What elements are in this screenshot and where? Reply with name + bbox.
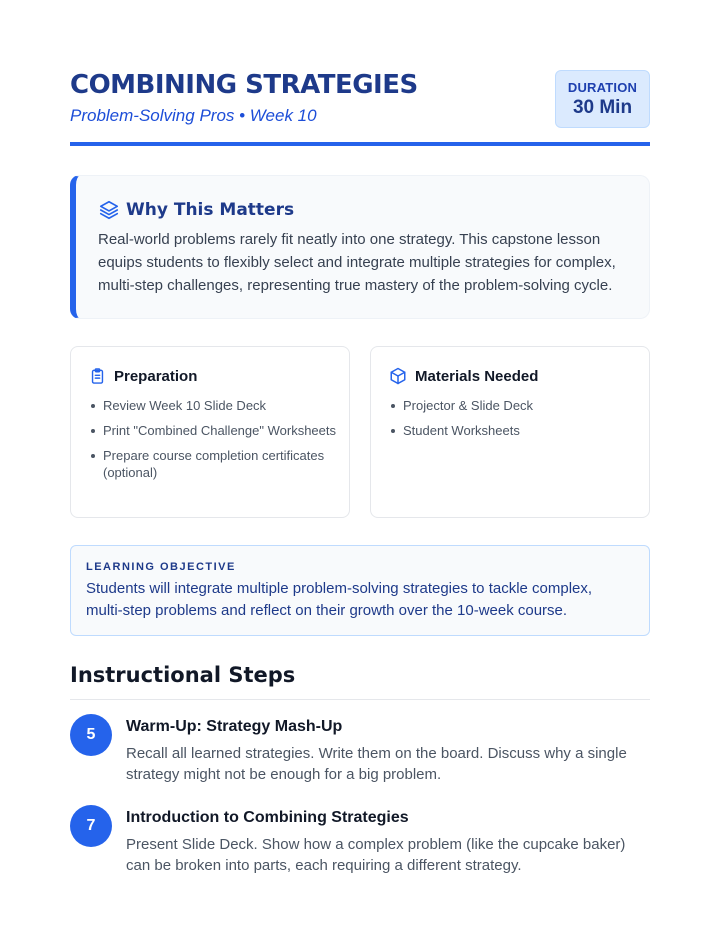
duration-value: 30 Min <box>572 97 633 118</box>
header-divider <box>70 142 650 146</box>
why-text: Real-world problems rarely fit neatly into one strategy. This capstone lesson equips students to flexibly select and integrate multiple strategies for complex, multi-step challenges, representing true mastery of the problem-solving cycle. <box>98 231 616 294</box>
list-item: Print "Combined Challenge" Worksheets <box>103 423 336 438</box>
lesson-header <box>70 68 650 148</box>
step-description: Recall all learned strategies. Write them on the board. Discuss why a single strategy might not be enough for a big problem. <box>126 745 627 783</box>
materials-title: Materials Needed <box>415 367 539 385</box>
list-item: Prepare course completion certificates (optional) <box>103 447 338 481</box>
why-header <box>98 198 294 222</box>
why-title: Why This Matters <box>126 200 295 220</box>
layers-icon <box>98 199 120 221</box>
box-icon <box>389 367 407 385</box>
preparation-card <box>70 346 350 518</box>
objective-label: LEARNING OBJECTIVE <box>86 561 236 573</box>
materials-card <box>370 346 650 518</box>
clipboard-icon <box>89 367 106 385</box>
preparation-list <box>103 397 338 489</box>
preparation-header <box>89 366 197 386</box>
duration-label: DURATION <box>567 80 638 95</box>
steps-divider <box>70 699 650 700</box>
materials-list <box>403 397 638 447</box>
preparation-title: Preparation <box>114 367 198 385</box>
duration-badge <box>555 70 650 128</box>
why-this-matters-card <box>70 175 650 319</box>
list-item: Review Week 10 Slide Deck <box>103 397 338 414</box>
steps-heading: Instructional Steps <box>70 663 296 687</box>
page-title: COMBINING STRATEGIES <box>70 70 418 100</box>
materials-header <box>389 366 538 386</box>
step-number-badge: 5 <box>70 714 112 756</box>
list-item: Projector & Slide Deck <box>403 397 638 414</box>
list-item: Student Worksheets <box>403 422 638 439</box>
objective-text: Students will integrate multiple problem-solving strategies to tackle complex, multi-step problems and reflect on their growth over the 10-week course. <box>86 580 593 619</box>
page-subtitle: Problem-Solving Pros • Week 10 <box>70 106 317 125</box>
step-title: Introduction to Combining Strategies <box>126 809 409 826</box>
step-number-badge: 7 <box>70 805 112 847</box>
step-title: Warm-Up: Strategy Mash-Up <box>126 718 343 735</box>
learning-objective-box <box>70 545 650 636</box>
step-description: Present Slide Deck. Show how a complex problem (like the cupcake baker) can be broken into parts, each requiring a different strategy. <box>126 836 626 874</box>
